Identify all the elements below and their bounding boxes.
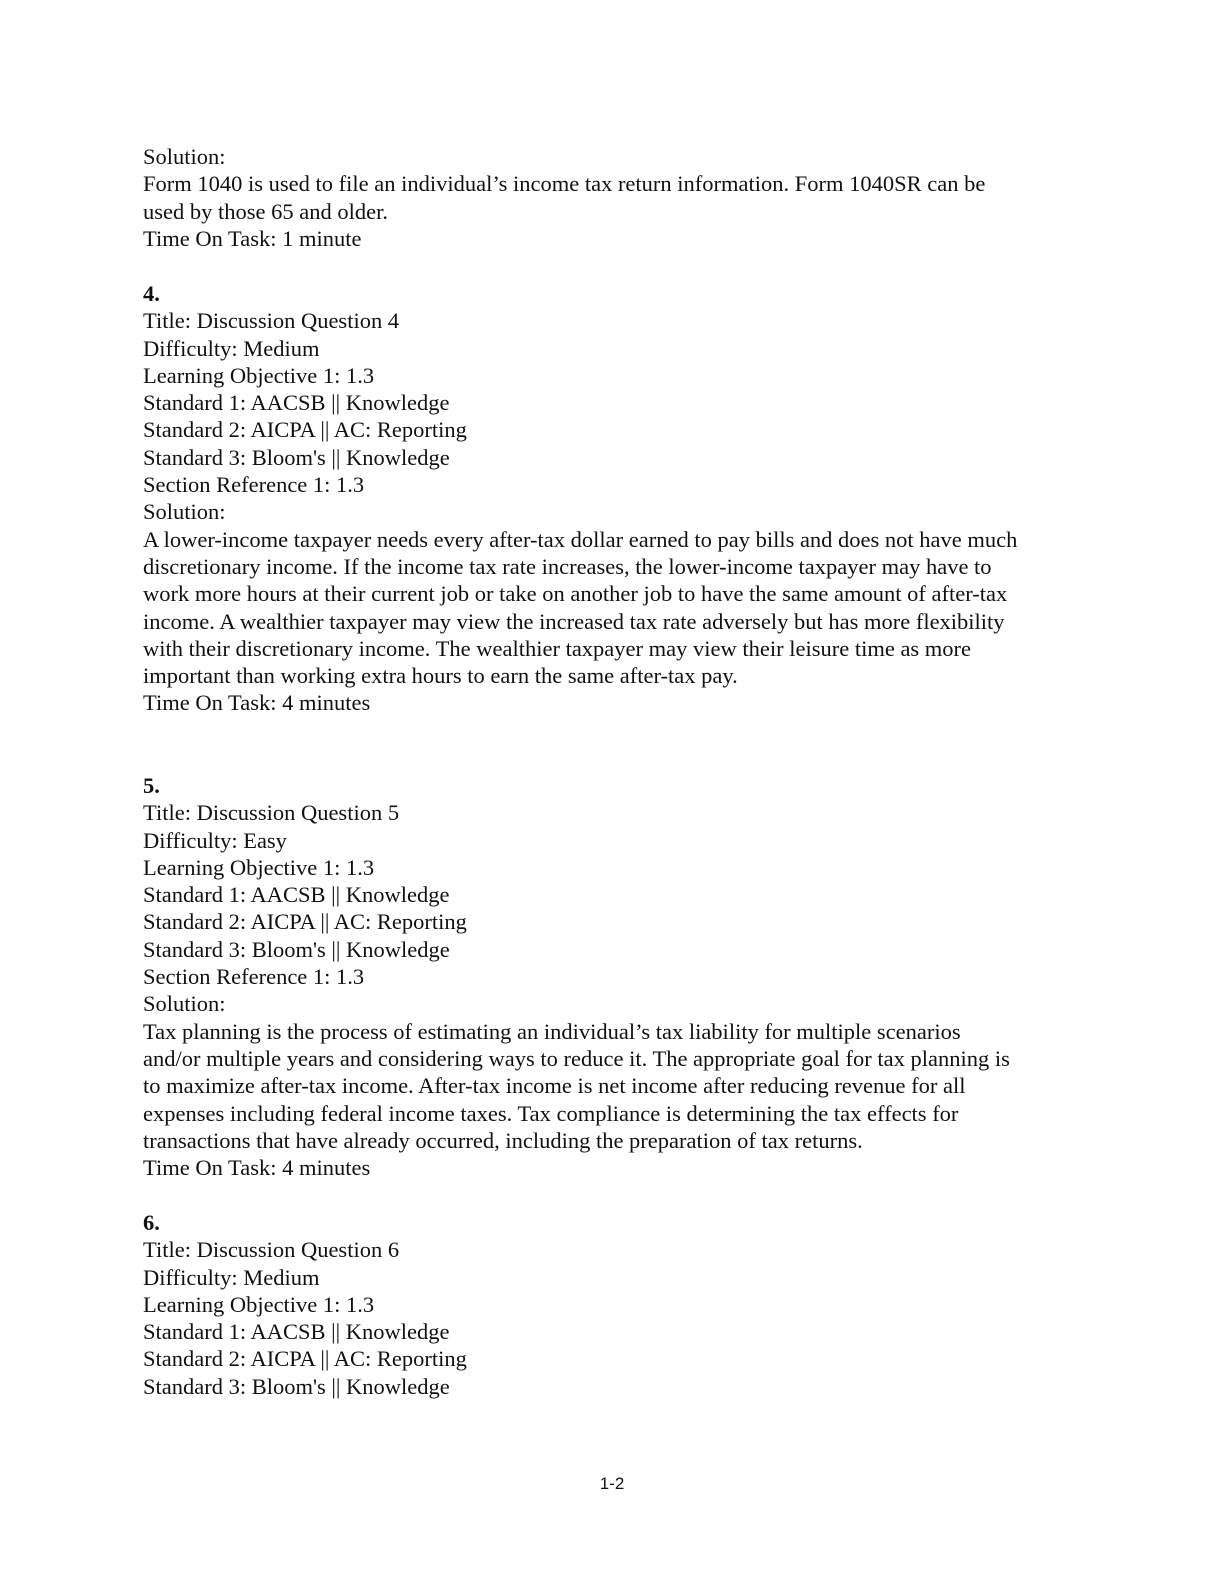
question-difficulty: Difficulty: Medium [143,1264,320,1290]
section-reference: Section Reference 1: 1.3 [143,472,365,498]
question-5-block [143,772,1083,1181]
standard-1: Standard 1: AACSB || Knowledge [143,390,450,416]
solution-text-line: Form 1040 is used to file an individual’s income tax return information. Form 1040SR can be [143,171,986,197]
solution-label: Solution: [143,499,226,525]
solution-text-line: used by those 65 and older. [143,198,388,224]
question-difficulty: Difficulty: Easy [143,827,287,853]
solution-text-line: A lower-income taxpayer needs every after-tax dollar earned to pay bills and does not have much [143,526,1018,552]
solution-label: Solution: [143,144,226,169]
question-number: 5. [143,773,160,798]
solution-text-line: important than working extra hours to earn the same after-tax pay. [143,663,738,689]
standard-3: Standard 3: Bloom's || Knowledge [143,1373,450,1399]
learning-objective: Learning Objective 1: 1.3 [143,854,375,880]
intro-solution-block [143,143,1083,252]
question-number: 4. [143,281,160,306]
question-title: Title: Discussion Question 6 [143,1237,400,1263]
question-4-block [143,280,1083,717]
standard-2: Standard 2: AICPA || AC: Reporting [143,1346,467,1372]
standard-2: Standard 2: AICPA || AC: Reporting [143,417,467,443]
section-reference: Section Reference 1: 1.3 [143,964,365,990]
question-number: 6. [143,1210,160,1235]
question-title: Title: Discussion Question 4 [143,308,400,334]
question-6-block [143,1209,1083,1400]
solution-text-line: discretionary income. If the income tax rate increases, the lower-income taxpayer may have to [143,553,992,579]
learning-objective: Learning Objective 1: 1.3 [143,1291,375,1317]
standard-3: Standard 3: Bloom's || Knowledge [143,936,450,962]
standard-1: Standard 1: AACSB || Knowledge [143,1319,450,1345]
solution-text-line: to maximize after-tax income. After-tax income is net income after reducing revenue for all [143,1073,966,1099]
solution-text-line: work more hours at their current job or take on another job to have the same amount of after-tax [143,581,1008,607]
solution-label: Solution: [143,991,226,1017]
solution-text-line: income. A wealthier taxpayer may view the increased tax rate adversely but has more flexibility [143,608,1005,634]
solution-text-line: expenses including federal income taxes. Tax compliance is determining the tax effects for [143,1100,959,1126]
question-difficulty: Difficulty: Medium [143,335,320,361]
standard-3: Standard 3: Bloom's || Knowledge [143,444,450,470]
time-on-task: Time On Task: 1 minute [143,225,362,251]
learning-objective: Learning Objective 1: 1.3 [143,362,375,388]
time-on-task: Time On Task: 4 minutes [143,1155,371,1181]
question-title: Title: Discussion Question 5 [143,800,400,826]
page-number: 1-2 [599,1474,625,1493]
solution-text-line: transactions that have already occurred, including the preparation of tax returns. [143,1127,863,1153]
standard-1: Standard 1: AACSB || Knowledge [143,882,450,908]
solution-text-line: and/or multiple years and considering ways to reduce it. The appropriate goal for tax planning is [143,1045,1010,1071]
standard-2: Standard 2: AICPA || AC: Reporting [143,909,467,935]
time-on-task: Time On Task: 4 minutes [143,690,371,716]
solution-text-line: with their discretionary income. The wealthier taxpayer may view their leisure time as more [143,635,972,661]
solution-text-line: Tax planning is the process of estimating an individual’s tax liability for multiple scenarios [143,1018,961,1044]
